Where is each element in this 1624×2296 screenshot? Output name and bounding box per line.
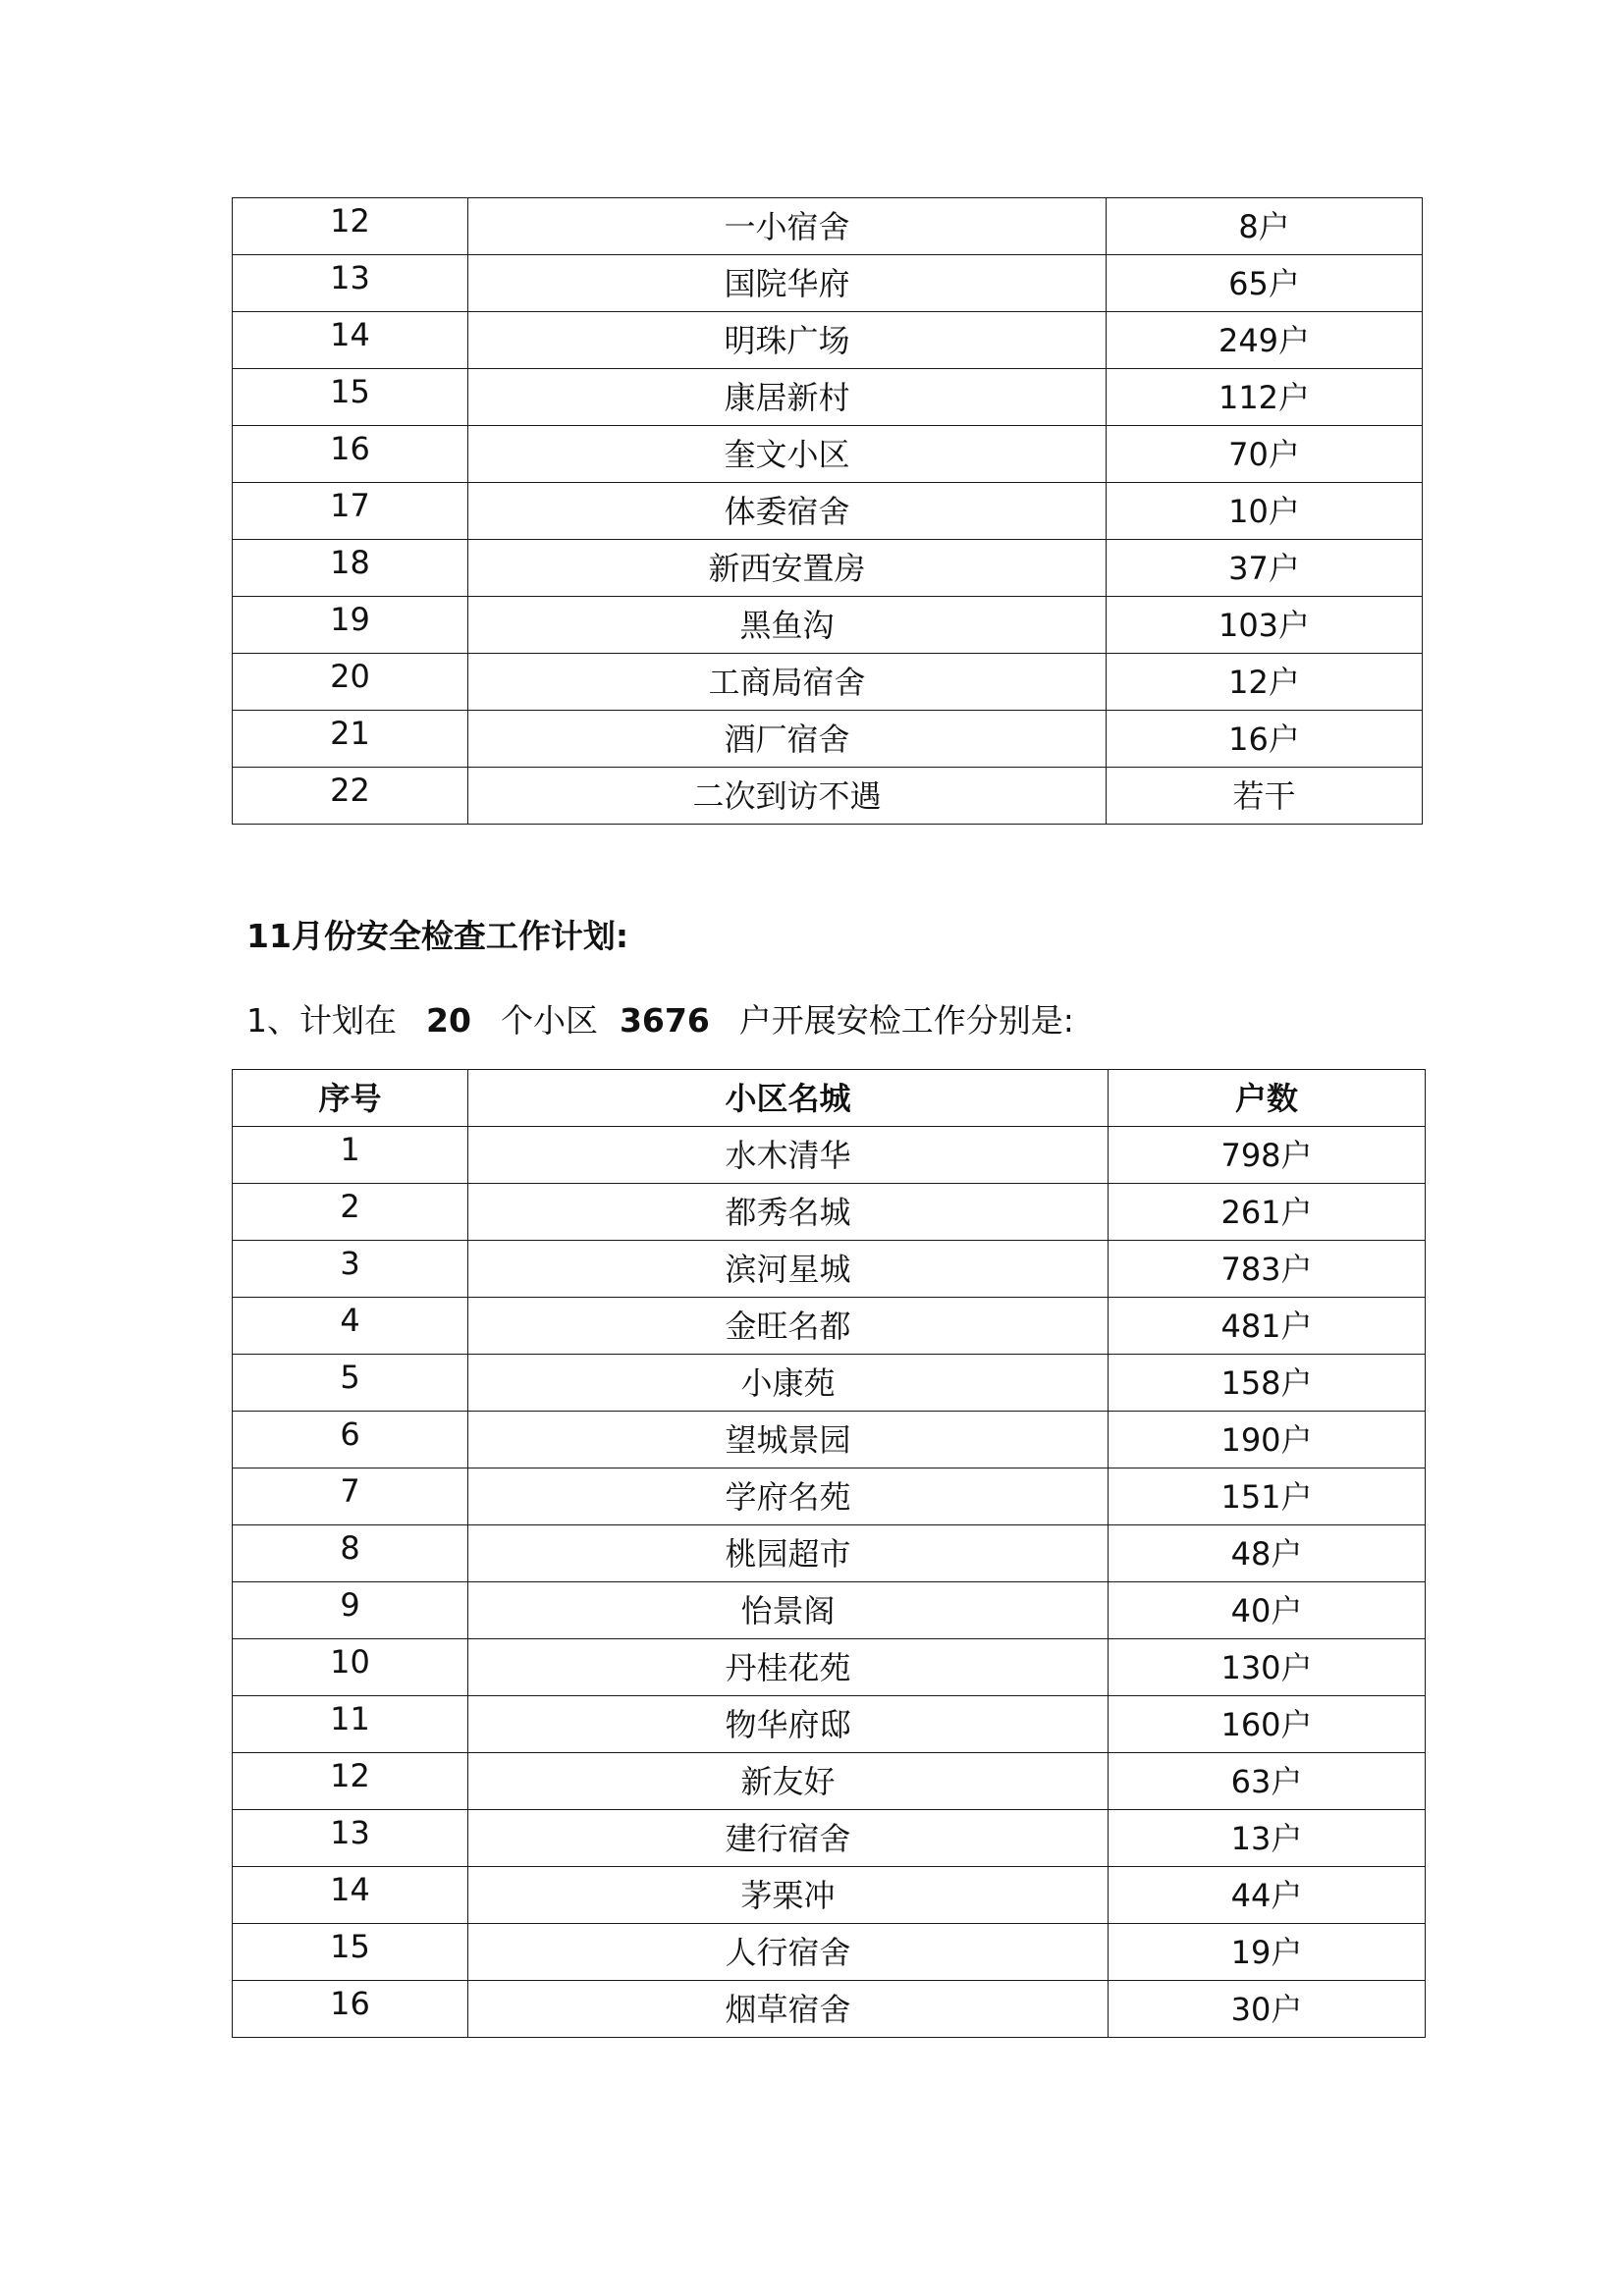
table-row bbox=[233, 1753, 1426, 1810]
community-name: 二次到访不遇 bbox=[468, 768, 1107, 825]
row-number: 14 bbox=[233, 312, 468, 369]
community-name: 丹桂花苑 bbox=[468, 1639, 1109, 1696]
household-count: 481户 bbox=[1109, 1298, 1426, 1355]
table-row bbox=[233, 369, 1423, 426]
row-number: 2 bbox=[233, 1184, 468, 1241]
household-count: 19户 bbox=[1109, 1924, 1426, 1981]
community-name: 明珠广场 bbox=[468, 312, 1107, 369]
table-row bbox=[233, 1639, 1426, 1696]
header-households: 户数 bbox=[1109, 1070, 1426, 1127]
previous-month-table bbox=[232, 197, 1423, 825]
table-row bbox=[233, 1468, 1426, 1525]
plan-prefix: 1、计划在 bbox=[246, 1001, 397, 1040]
household-count: 30户 bbox=[1109, 1981, 1426, 2038]
row-number: 1 bbox=[233, 1127, 468, 1184]
household-count: 16户 bbox=[1107, 711, 1423, 768]
community-name: 黑鱼沟 bbox=[468, 597, 1107, 654]
table-row bbox=[233, 1582, 1426, 1639]
community-name: 国院华府 bbox=[468, 255, 1107, 312]
row-number: 4 bbox=[233, 1298, 468, 1355]
household-count: 160户 bbox=[1109, 1696, 1426, 1753]
community-name: 建行宿舍 bbox=[468, 1810, 1109, 1867]
table-row bbox=[233, 1241, 1426, 1298]
community-name: 物华府邸 bbox=[468, 1696, 1109, 1753]
row-number: 3 bbox=[233, 1241, 468, 1298]
row-number: 22 bbox=[233, 768, 468, 825]
table-row bbox=[233, 768, 1423, 825]
table-row bbox=[233, 198, 1423, 255]
community-count: 20 bbox=[426, 1001, 471, 1040]
table-row bbox=[233, 597, 1423, 654]
header-number: 序号 bbox=[233, 1070, 468, 1127]
community-name: 都秀名城 bbox=[468, 1184, 1109, 1241]
row-number: 21 bbox=[233, 711, 468, 768]
row-number: 13 bbox=[233, 255, 468, 312]
row-number: 9 bbox=[233, 1582, 468, 1639]
community-name: 滨河星城 bbox=[468, 1241, 1109, 1298]
household-count: 若干 bbox=[1107, 768, 1423, 825]
table-row bbox=[233, 1355, 1426, 1412]
table-row bbox=[233, 1298, 1426, 1355]
household-count: 249户 bbox=[1107, 312, 1423, 369]
table-row bbox=[233, 255, 1423, 312]
table-row bbox=[233, 483, 1423, 540]
row-number: 7 bbox=[233, 1468, 468, 1525]
community-name: 怡景阁 bbox=[468, 1582, 1109, 1639]
household-count: 798户 bbox=[1109, 1127, 1426, 1184]
table-row bbox=[233, 654, 1423, 711]
community-name: 烟草宿舍 bbox=[468, 1981, 1109, 2038]
table-row bbox=[233, 711, 1423, 768]
community-name: 桃园超市 bbox=[468, 1525, 1109, 1582]
row-number: 15 bbox=[233, 1924, 468, 1981]
row-number: 17 bbox=[233, 483, 468, 540]
household-count: 130户 bbox=[1109, 1639, 1426, 1696]
row-number: 15 bbox=[233, 369, 468, 426]
household-count: 151户 bbox=[1109, 1468, 1426, 1525]
row-number: 19 bbox=[233, 597, 468, 654]
table-row bbox=[233, 1810, 1426, 1867]
household-count: 12户 bbox=[1107, 654, 1423, 711]
table-header-row bbox=[233, 1070, 1426, 1127]
row-number: 18 bbox=[233, 540, 468, 597]
community-name: 人行宿舍 bbox=[468, 1924, 1109, 1981]
household-count: 13户 bbox=[1109, 1810, 1426, 1867]
community-name: 金旺名都 bbox=[468, 1298, 1109, 1355]
community-name: 茅栗冲 bbox=[468, 1867, 1109, 1924]
header-community-name: 小区名城 bbox=[468, 1070, 1109, 1127]
table-row bbox=[233, 1525, 1426, 1582]
household-count: 783户 bbox=[1109, 1241, 1426, 1298]
row-number: 16 bbox=[233, 1981, 468, 2038]
community-name: 小康苑 bbox=[468, 1355, 1109, 1412]
table-row bbox=[233, 1412, 1426, 1468]
row-number: 10 bbox=[233, 1639, 468, 1696]
household-count: 63户 bbox=[1109, 1753, 1426, 1810]
table-row bbox=[233, 426, 1423, 483]
plan-table bbox=[232, 1069, 1426, 2038]
household-count: 261户 bbox=[1109, 1184, 1426, 1241]
community-name: 学府名苑 bbox=[468, 1468, 1109, 1525]
table-row bbox=[233, 1184, 1426, 1241]
community-name: 酒厂宿舍 bbox=[468, 711, 1107, 768]
plan-suffix: 户开展安检工作分别是: bbox=[738, 1001, 1074, 1040]
section-heading: 11月份安全检查工作计划: bbox=[246, 917, 629, 955]
row-number: 6 bbox=[233, 1412, 468, 1468]
row-number: 5 bbox=[233, 1355, 468, 1412]
community-name: 奎文小区 bbox=[468, 426, 1107, 483]
row-number: 20 bbox=[233, 654, 468, 711]
household-count: 65户 bbox=[1107, 255, 1423, 312]
plan-mid: 个小区 bbox=[500, 1001, 598, 1040]
table-row bbox=[233, 1981, 1426, 2038]
row-number: 8 bbox=[233, 1525, 468, 1582]
table-row bbox=[233, 1924, 1426, 1981]
community-name: 体委宿舍 bbox=[468, 483, 1107, 540]
table-row bbox=[233, 1127, 1426, 1184]
household-count: 48户 bbox=[1109, 1525, 1426, 1582]
community-name: 工商局宿舍 bbox=[468, 654, 1107, 711]
community-name: 康居新村 bbox=[468, 369, 1107, 426]
table-row bbox=[233, 540, 1423, 597]
household-count: 8户 bbox=[1107, 198, 1423, 255]
community-name: 新西安置房 bbox=[468, 540, 1107, 597]
community-name: 一小宿舍 bbox=[468, 198, 1107, 255]
household-count: 112户 bbox=[1107, 369, 1423, 426]
plan-summary bbox=[246, 995, 1074, 1041]
community-name: 新友好 bbox=[468, 1753, 1109, 1810]
household-count: 190户 bbox=[1109, 1412, 1426, 1468]
community-name: 水木清华 bbox=[468, 1127, 1109, 1184]
row-number: 16 bbox=[233, 426, 468, 483]
row-number: 14 bbox=[233, 1867, 468, 1924]
household-count: 103户 bbox=[1107, 597, 1423, 654]
table-row bbox=[233, 1696, 1426, 1753]
household-count: 158户 bbox=[1109, 1355, 1426, 1412]
row-number: 12 bbox=[233, 1753, 468, 1810]
household-count: 44户 bbox=[1109, 1867, 1426, 1924]
row-number: 13 bbox=[233, 1810, 468, 1867]
household-count: 10户 bbox=[1107, 483, 1423, 540]
table-row bbox=[233, 312, 1423, 369]
household-total: 3676 bbox=[619, 1001, 710, 1040]
row-number: 12 bbox=[233, 198, 468, 255]
household-count: 37户 bbox=[1107, 540, 1423, 597]
table-row bbox=[233, 1867, 1426, 1924]
household-count: 40户 bbox=[1109, 1582, 1426, 1639]
row-number: 11 bbox=[233, 1696, 468, 1753]
community-name: 望城景园 bbox=[468, 1412, 1109, 1468]
household-count: 70户 bbox=[1107, 426, 1423, 483]
